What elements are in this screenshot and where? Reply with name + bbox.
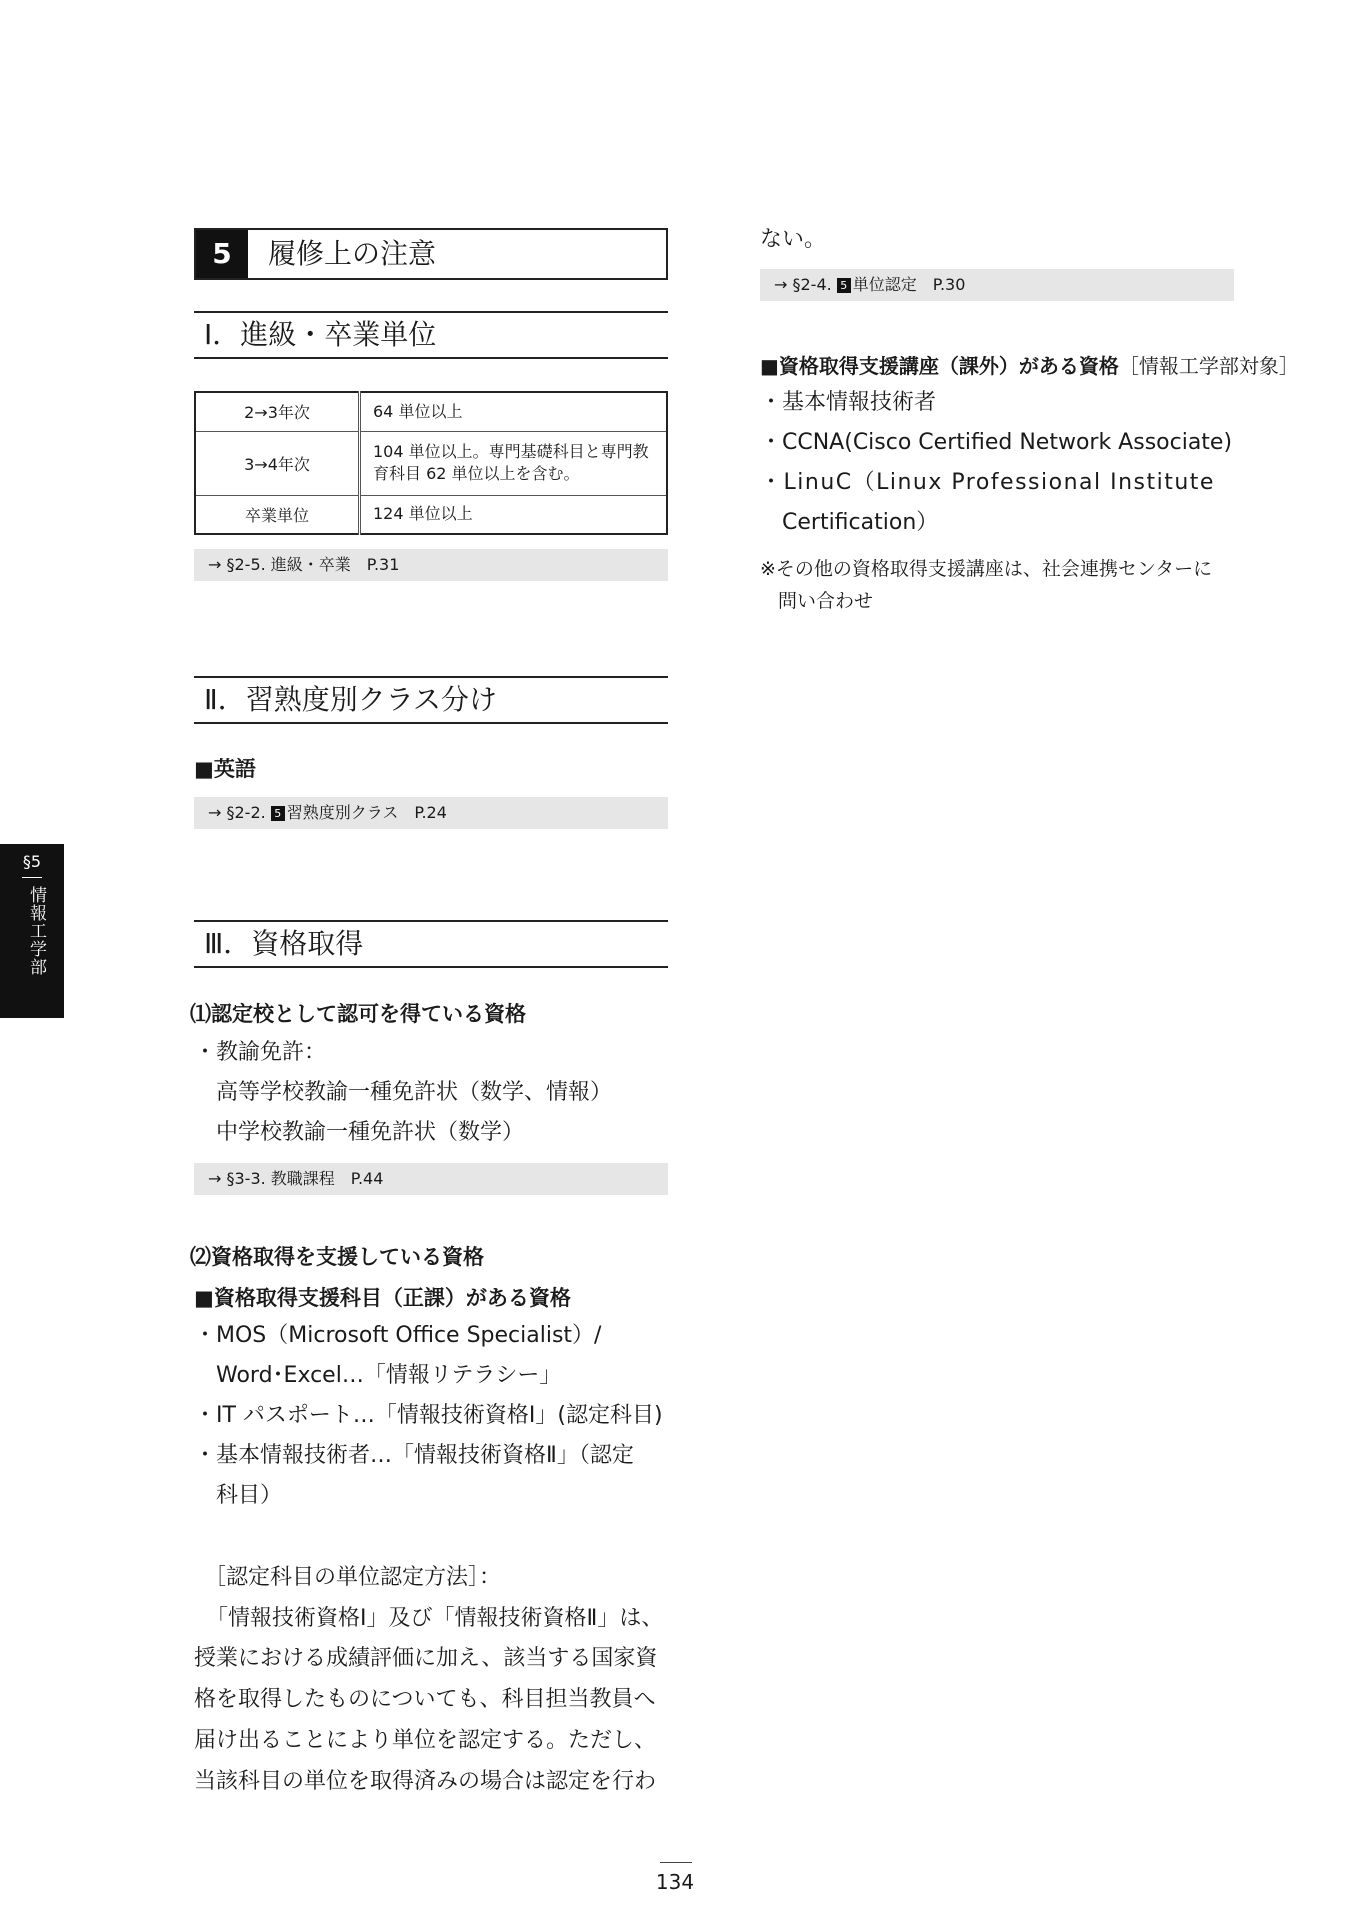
- method-line: 当該科目の単位を取得済みの場合は認定を行わ: [194, 1769, 657, 1794]
- section-title-3: Ⅲ．資格取得: [204, 927, 364, 960]
- qualification-line: ・基本情報技術者…「情報技術資格Ⅱ」（認定: [194, 1443, 634, 1468]
- promotion-table: [194, 391, 668, 535]
- method-label: ［認定科目の単位認定方法］：: [204, 1565, 502, 1590]
- note: [760, 553, 1212, 617]
- qualification-line: 中学校教諭一種免許状（数学）: [216, 1120, 525, 1145]
- page-number-rule: [660, 1862, 692, 1863]
- table-value-line: 育科目 62 単位以上を含む。: [373, 464, 580, 483]
- extra-course-line: Certification）: [782, 510, 939, 535]
- continuation-text: ない。: [760, 227, 827, 252]
- section-title-1: Ⅰ．進級・卒業単位: [204, 318, 437, 351]
- reference-text: 単位認定 P.30: [852, 275, 966, 294]
- qualification-line: 科目）: [216, 1483, 283, 1508]
- reference-text: 習熟度別クラス P.24: [286, 803, 447, 822]
- qualification-heading-2: ⑵資格取得を支援している資格: [190, 1245, 484, 1269]
- note-line: ※その他の資格取得支援講座は、社会連携センターに: [760, 558, 1213, 580]
- section-number-badge: 5: [837, 278, 851, 293]
- chapter-number: 5: [196, 230, 248, 278]
- reference-bar: [760, 269, 1234, 301]
- table-row: [195, 495, 667, 534]
- table-value: 64 単位以上: [360, 392, 668, 431]
- reference-text: → §2-5. 進級・卒業 P.31: [208, 555, 400, 574]
- qualification-line: ・教諭免許：: [194, 1040, 327, 1065]
- chapter-heading: [194, 228, 668, 280]
- table-key: 3→4年次: [195, 431, 360, 495]
- extra-course-heading: [760, 350, 1299, 379]
- qualification-line: ・MOS（Microsoft Office Specialist）/: [194, 1323, 602, 1348]
- page-number: 134: [655, 1870, 695, 1894]
- reference-bar: [194, 797, 668, 829]
- side-tab-section: §5: [22, 852, 42, 871]
- qualification-line: 高等学校教諭一種免許状（数学、情報）: [216, 1080, 613, 1105]
- method-line: 授業における成績評価に加え、該当する国家資: [194, 1646, 658, 1671]
- method-line: 格を取得したものについても、科目担当教員へ: [194, 1687, 656, 1712]
- side-tab-divider: [22, 877, 42, 878]
- table-row: [195, 431, 667, 495]
- method-line: 届け出ることにより単位を認定する。ただし、: [194, 1728, 657, 1753]
- table-key: 2→3年次: [195, 392, 360, 431]
- side-tab-label: 情報工学部: [26, 886, 46, 976]
- section-heading-1: [194, 311, 668, 359]
- note-line: 問い合わせ: [778, 590, 874, 612]
- extra-course-line: ・CCNA(Cisco Certified Network Associate): [760, 430, 1233, 455]
- extra-course-line: ・基本情報技術者: [760, 390, 937, 415]
- section-heading-2: [194, 676, 668, 724]
- reference-bar: [194, 1163, 668, 1195]
- qualification-subheading: ■資格取得支援科目（正課）がある資格: [194, 1286, 571, 1310]
- section-number-badge: 5: [271, 806, 285, 821]
- extra-course-heading-text: ■資格取得支援講座（課外）がある資格: [760, 354, 1119, 378]
- qualification-line: ・IT パスポート…「情報技術資格Ⅰ」(認定科目): [194, 1403, 663, 1428]
- table-value: 124 単位以上: [360, 495, 668, 534]
- reference-text: → §3-3. 教職課程 P.44: [208, 1169, 384, 1188]
- table-value: [360, 431, 668, 495]
- table-key: 卒業単位: [195, 495, 360, 534]
- section-title-2: Ⅱ．習熟度別クラス分け: [204, 683, 497, 716]
- reference-bar: [194, 549, 668, 581]
- table-value-line: 104 単位以上。専門基礎科目と専門教: [373, 442, 649, 461]
- extra-course-line: ・LinuC（Linux Professional Institute: [760, 470, 1215, 495]
- side-section-tab: [0, 844, 64, 1018]
- section-heading-3: [194, 920, 668, 968]
- reference-text: → §2-2.: [208, 803, 271, 822]
- extra-course-heading-note: ［情報工学部対象］: [1118, 354, 1299, 378]
- method-line: 「情報技術資格Ⅰ」及び「情報技術資格Ⅱ」は、: [206, 1606, 664, 1631]
- qualification-line: Word･Excel…「情報リテラシー」: [216, 1363, 562, 1388]
- chapter-title: 履修上の注意: [268, 237, 437, 270]
- reference-text: → §2-4.: [774, 275, 837, 294]
- english-heading: ■英語: [194, 757, 256, 781]
- table-row: [195, 392, 667, 431]
- qualification-heading-1: ⑴認定校として認可を得ている資格: [190, 1002, 526, 1026]
